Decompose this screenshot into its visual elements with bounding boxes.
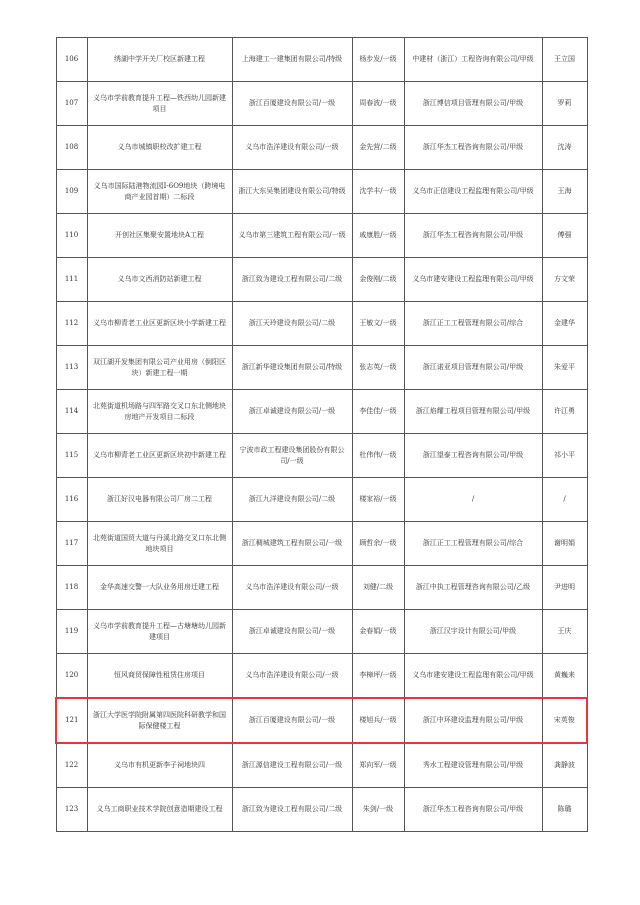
cell-number: 123 [56,788,87,832]
cell-project-name: 金华高速交警一大队业务用房迁建工程 [87,566,232,610]
table-row [56,38,587,82]
cell-supervision-company: 浙江华杰工程咨询有限公司/甲级 [404,788,542,832]
table-row [56,743,587,788]
cell-chief-supervisor: 罗莉 [542,82,587,126]
cell-number: 121 [56,698,87,743]
cell-chief-supervisor: 朱爱平 [542,346,587,390]
cell-supervision-company: 义乌市正信建设工程监理有限公司/甲级 [404,170,542,214]
cell-project-name: 开创社区集聚安置地块A工程 [87,214,232,258]
cell-contractor: 浙江源信建设工程有限公司/一级 [232,743,352,788]
cell-contractor: 义乌市浩洋建设有限公司/一级 [232,654,352,699]
cell-number: 118 [56,566,87,610]
cell-number: 114 [56,390,87,434]
cell-contractor: 浙江九洋建设有限公司/二级 [232,478,352,522]
cell-chief-supervisor: 王立国 [542,38,587,82]
cell-supervision-company: 浙江华杰工程咨询有限公司/甲级 [404,214,542,258]
cell-number: 111 [56,258,87,302]
cell-supervision-company: 浙江望泰工程咨询有限公司/甲级 [404,434,542,478]
table-row [56,170,587,214]
cell-number: 116 [56,478,87,522]
table-row [56,82,587,126]
table-row [56,302,587,346]
cell-project-manager: 杨步发/一级 [352,38,404,82]
cell-supervision-company: / [404,478,542,522]
cell-contractor: 宁波市政工程建设集团股份有限公司/一级 [232,434,352,478]
cell-number: 117 [56,522,87,566]
table-row [56,478,587,522]
cell-project-manager: 李佳佳/一级 [352,390,404,434]
cell-project-manager: 沈学丰/一级 [352,170,404,214]
cell-project-manager: 刘健/二级 [352,566,404,610]
cell-project-name: 义乌市有机更新李子祠地块四 [87,743,232,788]
cell-number: 106 [56,38,87,82]
cell-chief-supervisor: 王庆 [542,610,587,654]
cell-chief-supervisor: 黄巍来 [542,654,587,699]
table-row [56,788,587,832]
cell-contractor: 义乌市浩洋建设有限公司/一级 [232,126,352,170]
cell-project-manager: 楼家裕/一级 [352,478,404,522]
cell-chief-supervisor: 龚静波 [542,743,587,788]
project-table [55,37,588,832]
cell-chief-supervisor: 傅强 [542,214,587,258]
cell-project-name: 义乌工商职业技术学院创意造期建设工程 [87,788,232,832]
cell-supervision-company: 浙江焰耀工程项目管理有限公司/甲级 [404,390,542,434]
table-row [56,126,587,170]
cell-project-name: 北苑街道国贸大道与丹溪北路交叉口东北侧地块项目 [87,522,232,566]
cell-supervision-company: 中建材（浙江）工程咨询有限公司/甲级 [404,38,542,82]
cell-project-manager: 杜伟伟/一级 [352,434,404,478]
cell-contractor: 浙江百厦建设有限公司/一级 [232,82,352,126]
project-table-body [56,38,587,832]
table-row [56,566,587,610]
table-row [56,434,587,478]
table-row [56,522,587,566]
cell-project-manager: 金先营/二级 [352,126,404,170]
cell-number: 119 [56,610,87,654]
cell-project-manager: 周春波/一级 [352,82,404,126]
table-row [56,610,587,654]
cell-project-manager: 金春娟/一级 [352,610,404,654]
cell-project-manager: 顾哲余/一级 [352,522,404,566]
cell-chief-supervisor: 谢明娟 [542,522,587,566]
cell-supervision-company: 秀水工程建设管理有限公司/甲级 [404,743,542,788]
cell-chief-supervisor: 祁小平 [542,434,587,478]
cell-number: 120 [56,654,87,699]
cell-contractor: 浙江新华建设集团有限公司/特级 [232,346,352,390]
cell-contractor: 浙江天玲建设有限公司/二级 [232,302,352,346]
cell-project-name: 浙江好汉电器有限公司厂房二工程 [87,478,232,522]
cell-supervision-company: 浙江汉宇设计有限公司/甲级 [404,610,542,654]
table-row [56,390,587,434]
table-row [56,214,587,258]
cell-chief-supervisor: 尹进明 [542,566,587,610]
cell-project-manager: 李樟坪/一级 [352,654,404,699]
cell-contractor: 浙江百厦建设有限公司/一级 [232,698,352,743]
cell-contractor: 浙江卓诚建设有限公司/一级 [232,390,352,434]
cell-chief-supervisor: / [542,478,587,522]
cell-project-name: 义乌市柳青老工业区更新区块初中新建工程 [87,434,232,478]
table-row [56,258,587,302]
cell-project-name: 绣湖中学开关厂校区新建工程 [87,38,232,82]
cell-project-name: 义乌市城镇职校改扩建工程 [87,126,232,170]
cell-contractor: 浙江大东吴集团建设有限公司/特级 [232,170,352,214]
cell-chief-supervisor: 沈涛 [542,126,587,170]
cell-project-name: 义乌市学前教育提升工程—铁西幼儿园新建项目 [87,82,232,126]
cell-supervision-company: 浙江诺亚项目管理有限公司/甲级 [404,346,542,390]
cell-project-name: 恒风商贸保障性租赁住房项目 [87,654,232,699]
cell-contractor: 上海建工一建集团有限公司/特级 [232,38,352,82]
cell-chief-supervisor: 方文荣 [542,258,587,302]
cell-number: 112 [56,302,87,346]
cell-contractor: 浙江卓诚建设有限公司/一级 [232,610,352,654]
cell-supervision-company: 浙江正工工程管理有限公司/综合 [404,522,542,566]
cell-number: 122 [56,743,87,788]
cell-number: 107 [56,82,87,126]
cell-project-manager: 郑向军/一级 [352,743,404,788]
cell-project-name: 义乌市国际陆港物流园Ⅰ-6O9地块（跨境电商产业园首期）二标段 [87,170,232,214]
cell-project-manager: 朱剑/一级 [352,788,404,832]
cell-project-name: 北苑街道机场路与四军路交叉口东北侧地块房地产开发项目二标段 [87,390,232,434]
cell-number: 109 [56,170,87,214]
cell-supervision-company: 浙江中环建设监理有限公司/甲级 [404,698,542,743]
cell-project-manager: 金俊刚/二级 [352,258,404,302]
cell-chief-supervisor: 陈璐 [542,788,587,832]
table-row [56,346,587,390]
cell-project-manager: 王敏文/一级 [352,302,404,346]
cell-project-name: 义乌市学前教育提升工程—古塘塘幼儿园新建项目 [87,610,232,654]
cell-supervision-company: 义乌市建安建设工程监理有限公司/甲级 [404,258,542,302]
cell-project-name: 义乌市文西消防站新建工程 [87,258,232,302]
cell-contractor: 义乌市浩洋建设有限公司/一级 [232,566,352,610]
table-row [56,654,587,699]
cell-contractor: 浙江致为建设工程有限公司/二级 [232,788,352,832]
cell-supervision-company: 浙江正工工程管理有限公司/综合 [404,302,542,346]
cell-project-manager: 戚康胜/一级 [352,214,404,258]
cell-number: 108 [56,126,87,170]
cell-project-name: 双江湖开发集团有限公司产业用房（倒阳区块）新建工程一期 [87,346,232,390]
cell-supervision-company: 浙江中执工程管理咨询有限公司/乙级 [404,566,542,610]
cell-project-manager: 楼旭兵/一级 [352,698,404,743]
cell-project-name: 义乌市柳青老工业区更新区块小学新建工程 [87,302,232,346]
cell-project-name: 浙江大学医学院附属第四医院科研教学和国际保健楼工程 [87,698,232,743]
cell-project-manager: 张志英/一级 [352,346,404,390]
cell-supervision-company: 义乌市建安建设工程监理有限公司/甲级 [404,654,542,699]
cell-chief-supervisor: 许江勇 [542,390,587,434]
cell-number: 115 [56,434,87,478]
cell-chief-supervisor: 宋英俊 [542,698,587,743]
cell-contractor: 浙江稠城建筑工程有限公司/一级 [232,522,352,566]
cell-supervision-company: 浙江华杰工程咨询有限公司/甲级 [404,126,542,170]
cell-number: 110 [56,214,87,258]
cell-number: 113 [56,346,87,390]
cell-contractor: 浙江致为建设工程有限公司/二级 [232,258,352,302]
cell-chief-supervisor: 金建华 [542,302,587,346]
cell-contractor: 义乌市第三建筑工程有限公司/一级 [232,214,352,258]
cell-supervision-company: 浙江博信项目管理有限公司/甲级 [404,82,542,126]
table-row-highlighted [56,698,587,743]
cell-chief-supervisor: 王海 [542,170,587,214]
